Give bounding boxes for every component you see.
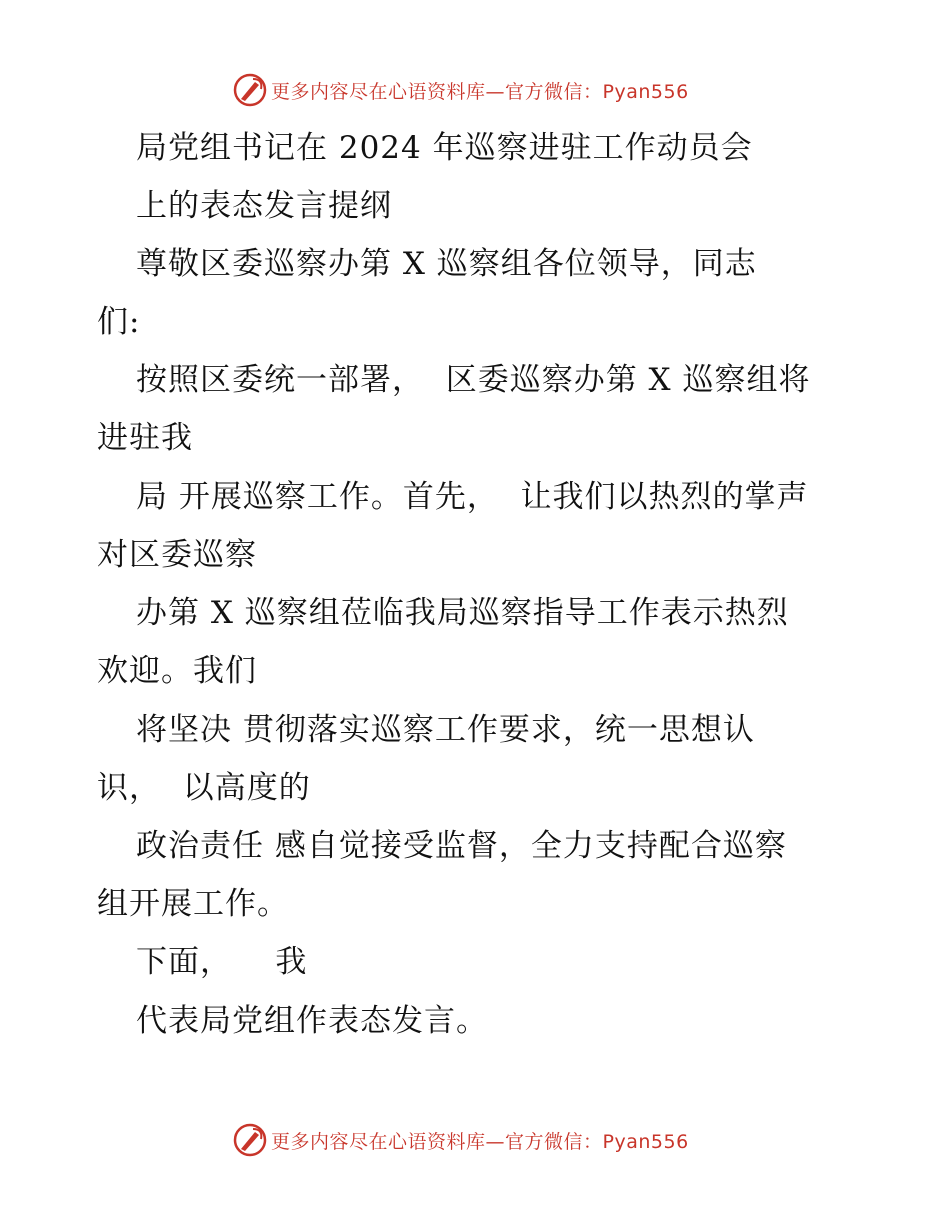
paragraph-line-4: 对区委巡察 [97,537,257,573]
paragraph-line-9: 政治责任 感自觉接受监督，全力支持配合巡察 [136,828,787,864]
paragraph-line-7: 将坚决 贯彻落实巡察工作要求，统一思想认 [136,712,755,748]
title-line-2: 上的表态发言提纲 [136,188,392,224]
closing-line-1: 下面， 我 [136,944,308,980]
watermark-text: 更多内容尽在心语资料库—官方微信：Pyan556 [271,80,689,103]
paragraph-line-10: 组开展工作。 [97,886,289,922]
quill-logo-icon [233,1123,267,1157]
watermark-text: 更多内容尽在心语资料库—官方微信：Pyan556 [271,1130,689,1153]
greeting-line-1: 尊敬区委巡察办第 X 巡察组各位领导，同志 [136,246,757,282]
greeting-line-2: 们: [97,304,141,340]
paragraph-line-1: 按照区委统一部署， 区委巡察办第 X 巡察组将 [136,362,811,398]
watermark-header [233,72,689,108]
watermark-footer [233,1122,689,1158]
paragraph-line-8: 识， 以高度的 [97,770,311,806]
paragraph-line-3: 局 开展巡察工作。首先， 让我们以热烈的掌声 [136,479,809,515]
paragraph-line-2: 进驻我 [97,420,193,456]
paragraph-line-6: 欢迎。我们 [97,653,257,689]
paragraph-line-5: 办第 X 巡察组莅临我局巡察指导工作表示热烈 [136,595,789,631]
closing-line-2: 代表局党组作表态发言。 [136,1003,488,1039]
title-line-1: 局党组书记在 2024 年巡察进驻工作动员会 [136,130,753,166]
quill-logo-icon [233,73,267,107]
